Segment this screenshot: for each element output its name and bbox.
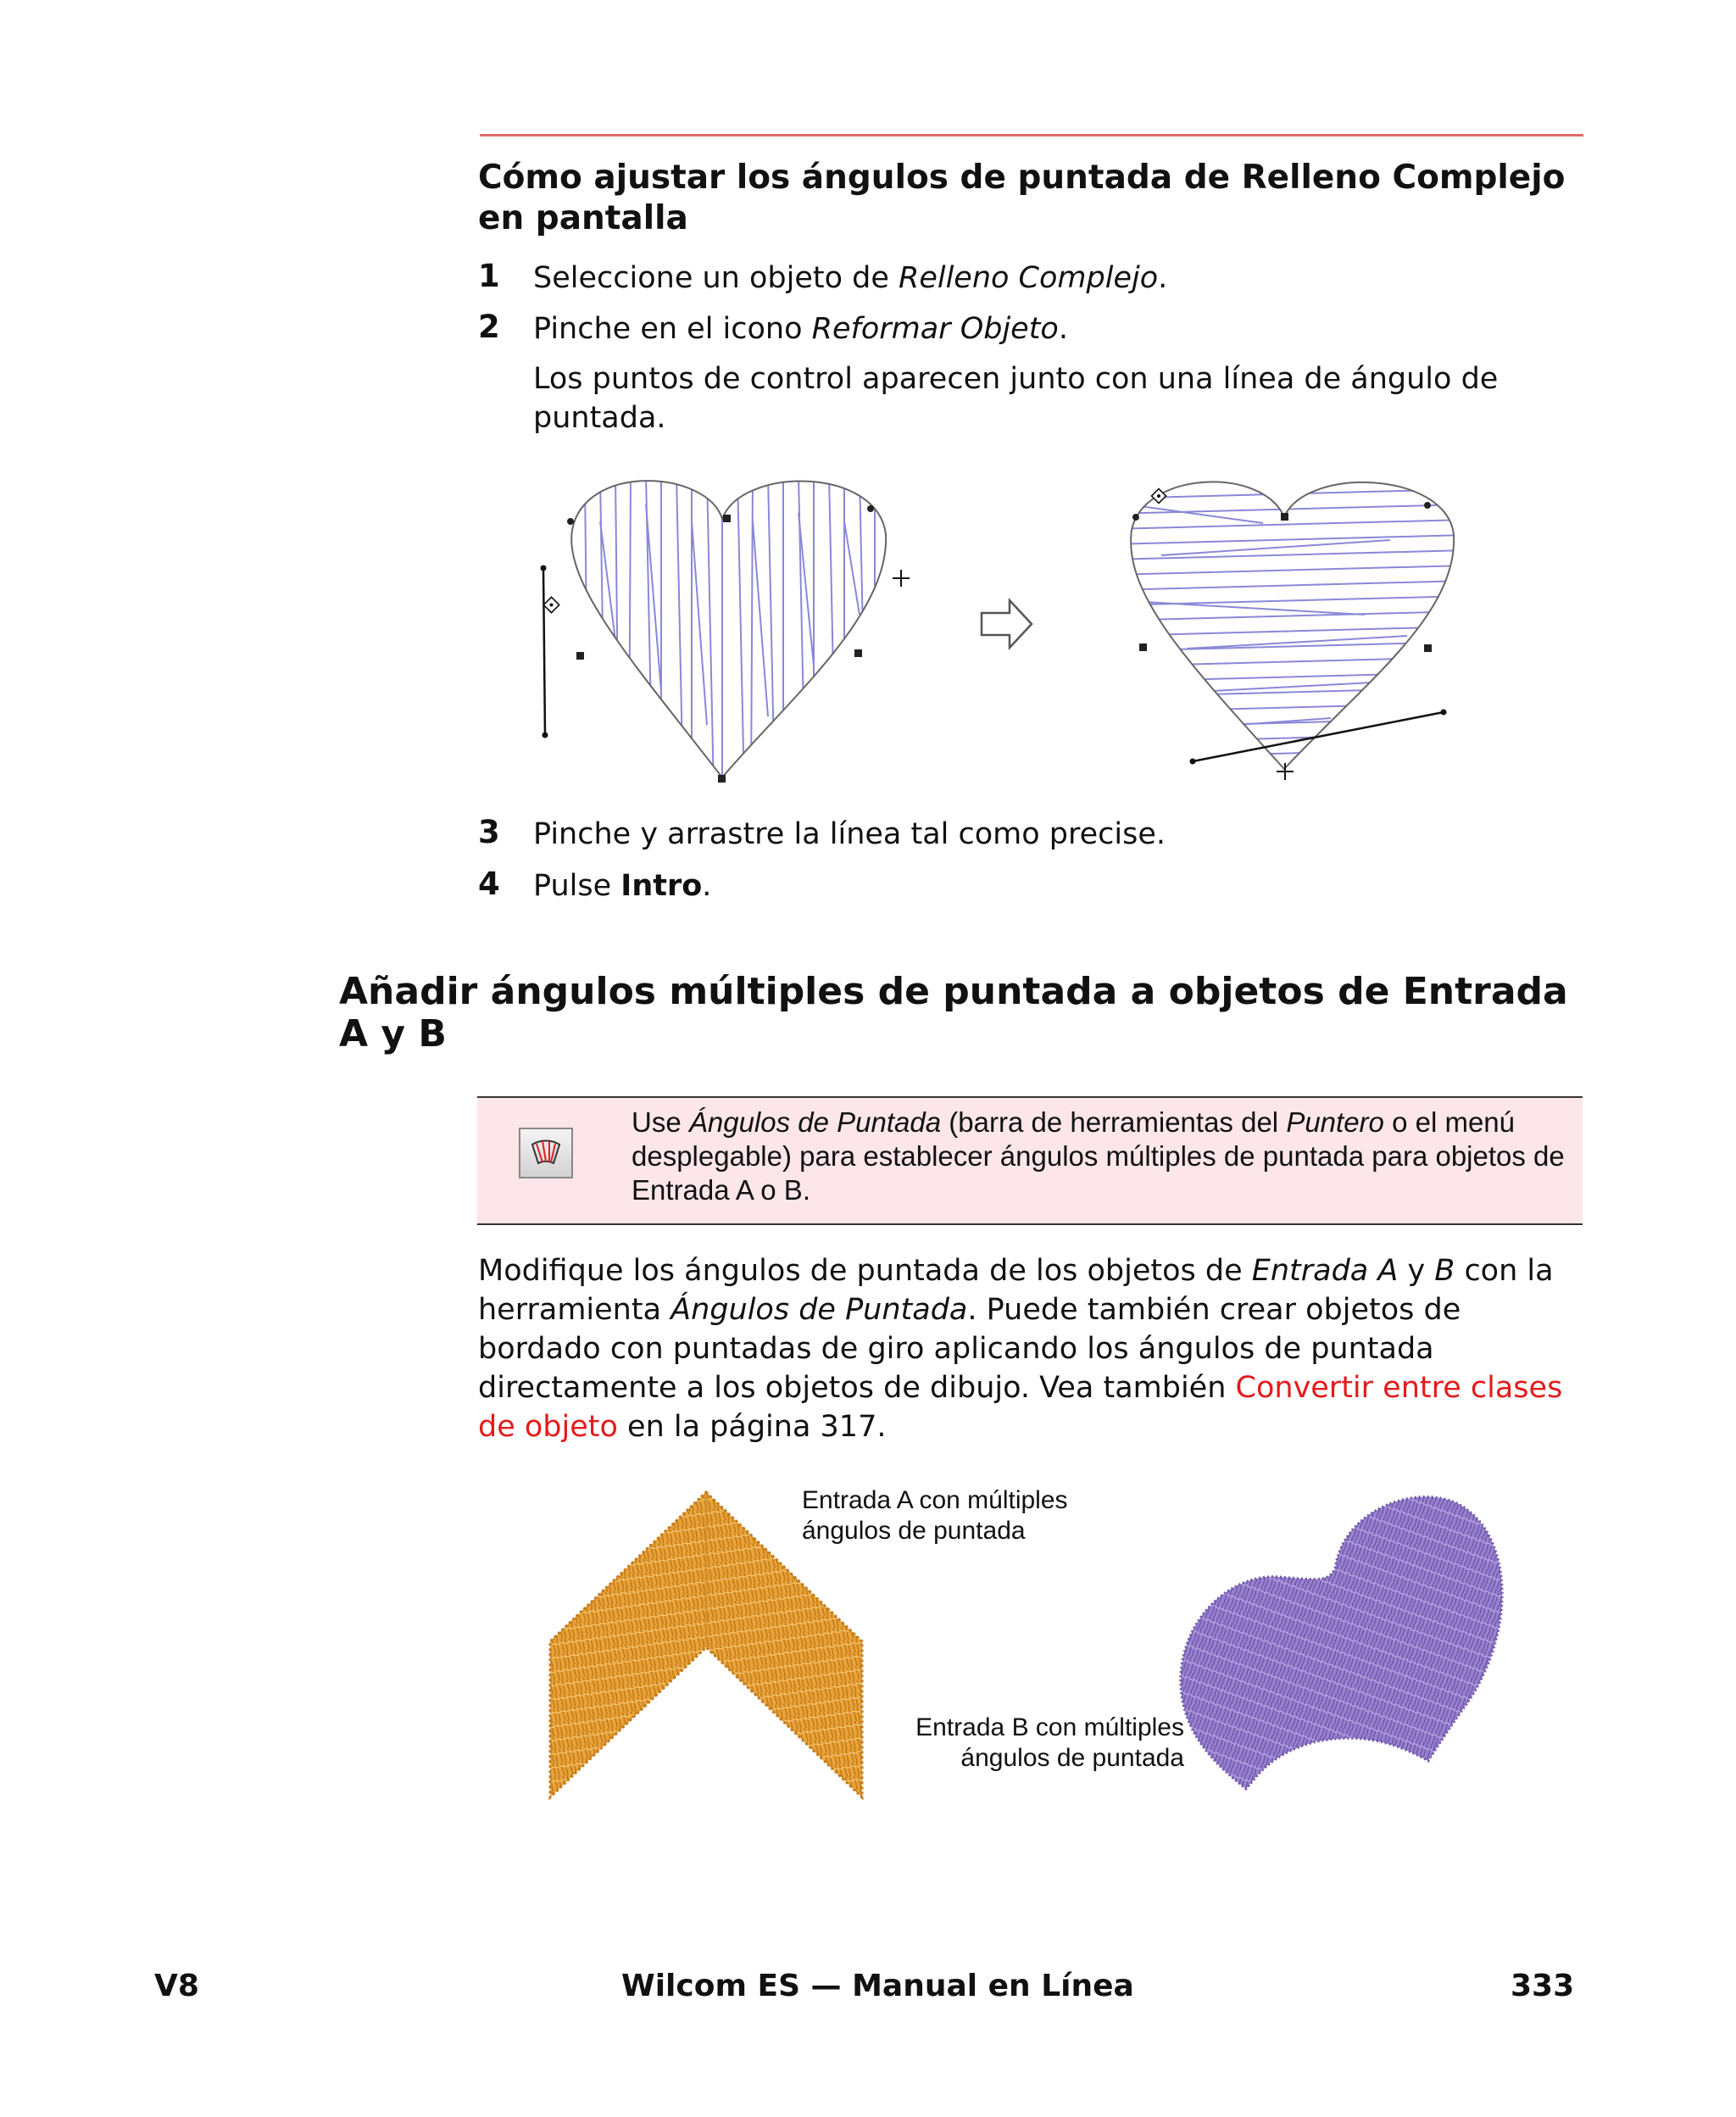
heart-vertical-diagram <box>534 471 924 793</box>
page-number: 333 <box>1511 1969 1575 2003</box>
heart-horizontal-diagram <box>1110 471 1466 793</box>
cross-reference-link[interactable]: Convertir entre clases de objeto <box>478 1371 1563 1444</box>
step-text: Pulse Intro. <box>533 869 712 903</box>
step-note: Los puntos de control aparecen junto con una línea de ángulo de puntada. <box>533 362 1499 435</box>
header-rule <box>480 134 1583 136</box>
step-text: Seleccione un objeto de Relleno Complejo. <box>533 261 1168 295</box>
page-heading: Añadir ángulos múltiples de puntada a objetos de Entrada A y B <box>339 970 1568 1056</box>
step-number: 2 <box>478 309 500 345</box>
footer-title: Wilcom ES — Manual en Línea <box>621 1969 1134 2003</box>
section-title: Cómo ajustar los ángulos de puntada de Relleno Complejo en pantalla <box>478 159 1566 237</box>
step-text: Pinche en el icono Reformar Objeto. <box>533 312 1068 346</box>
step-number: 3 <box>478 814 500 850</box>
caption-entrada-b: Entrada B con múltiples ángulos de puntada <box>915 1713 1184 1772</box>
step-number: 4 <box>478 866 500 902</box>
arrow-right-icon <box>979 598 1035 650</box>
body-paragraph: Modifique los ángulos de puntada de los objetos de Entrada A y B con la herramienta Ángulos de Puntada. Puede también crear objetos de bordado con puntadas de giro aplicando los ángulos de puntada directamente a los objetos de dibujo. Vea también Convertir entre clases de objeto en la página 317. <box>478 1254 1563 1444</box>
step-number: 1 <box>478 258 500 294</box>
heart-embroidery-image <box>1174 1488 1522 1793</box>
tip-text: Use Ángulos de Puntada (barra de herramientas del Puntero o el menú desplegable) para establecer ángulos múltiples de puntada para objetos de Entrada A o B. <box>632 1106 1565 1206</box>
footer-version: V8 <box>154 1969 199 2003</box>
stitch-angles-icon[interactable] <box>519 1128 573 1178</box>
caption-entrada-a: Entrada A con múltiples ángulos de puntada <box>802 1486 1068 1545</box>
step-text: Pinche y arrastre la línea tal como precise. <box>533 817 1166 851</box>
